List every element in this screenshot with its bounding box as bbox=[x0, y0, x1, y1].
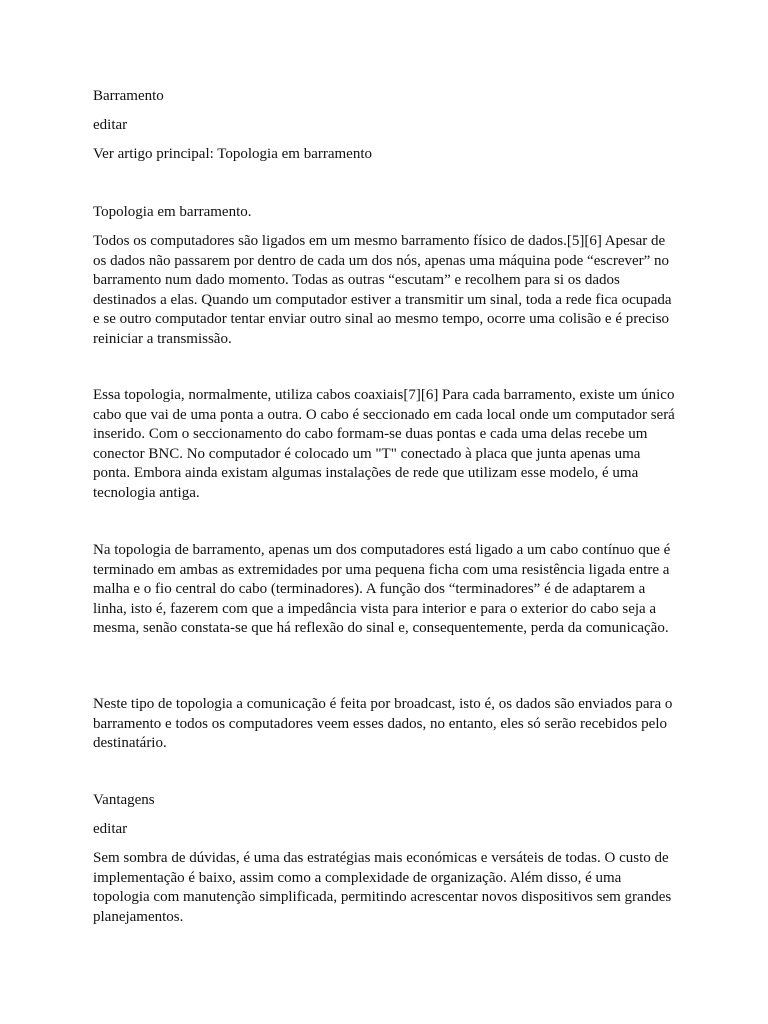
section-heading-barramento: Barramento bbox=[93, 88, 164, 104]
paragraph-terminators: Na topologia de barramento, apenas um dos computadores está ligado a um cabo contínuo que é terminado em ambas as extremidades por uma pequena ficha com uma resistência ligada entre a malha e o fio central do cabo (terminadores). A função dos “terminadores” é de adaptarem a linha, isto é, fazerem com que a impedância vista para interior e para o exterior do cabo seja a mesma, senão constata-se que há reflexão do sinal e, consequentemente, perda da comunicação. bbox=[93, 542, 671, 636]
main-article-note[interactable]: Ver artigo principal: Topologia em barramento bbox=[93, 146, 373, 162]
paragraph-bus-intro: Todos os computadores são ligados em um mesmo barramento físico de dados.[5][6] Apesar de os dados não passarem por dentro de cada um dos nós, apenas uma máquina pode “escrever” no barramento num dado momento. Todas as outras “escutam” e recolhem para si os dados destinados a elas. Quando um computador estiver a transmitir um sinal, toda a rede fica ocupada e se outro computador tentar enviar outro sinal ao mesmo tempo, ocorre uma colisão e é preciso reiniciar a transmissão. bbox=[93, 233, 672, 347]
paragraph-coaxial: Essa topologia, normalmente, utiliza cabos coaxiais[7][6] Para cada barramento, existe um único cabo que vai de uma ponta a outra. O cabo é seccionado em cada local onde um computador será inserido. Com o seccionamento do cabo formam-se duas pontas e cada uma delas recebe um conector BNC. No computador é colocado um "T" conectado à placa que junta apenas uma ponta. Embora ainda existam algumas instalações de rede que utilizam esse modelo, é uma tecnologia antiga. bbox=[93, 387, 675, 501]
image-caption: Topologia em barramento. bbox=[93, 204, 252, 220]
edit-link[interactable]: editar bbox=[93, 117, 128, 133]
edit-link[interactable]: editar bbox=[93, 821, 128, 837]
paragraph-advantages: Sem sombra de dúvidas, é uma das estratégias mais económicas e versáteis de todas. O custo de implementação é baixo, assim como a complexidade de organização. Além disso, é uma topologia com manutenção simplificada, permitindo acrescentar novos dispositivos sem grandes planejamentos. bbox=[93, 850, 672, 925]
paragraph-broadcast: Neste tipo de topologia a comunicação é feita por broadcast, isto é, os dados são enviados para o barramento e todos os computadores veem esses dados, no entanto, eles só serão recebidos pelo destinatário. bbox=[93, 696, 673, 751]
section-heading-vantagens: Vantagens bbox=[93, 792, 155, 808]
